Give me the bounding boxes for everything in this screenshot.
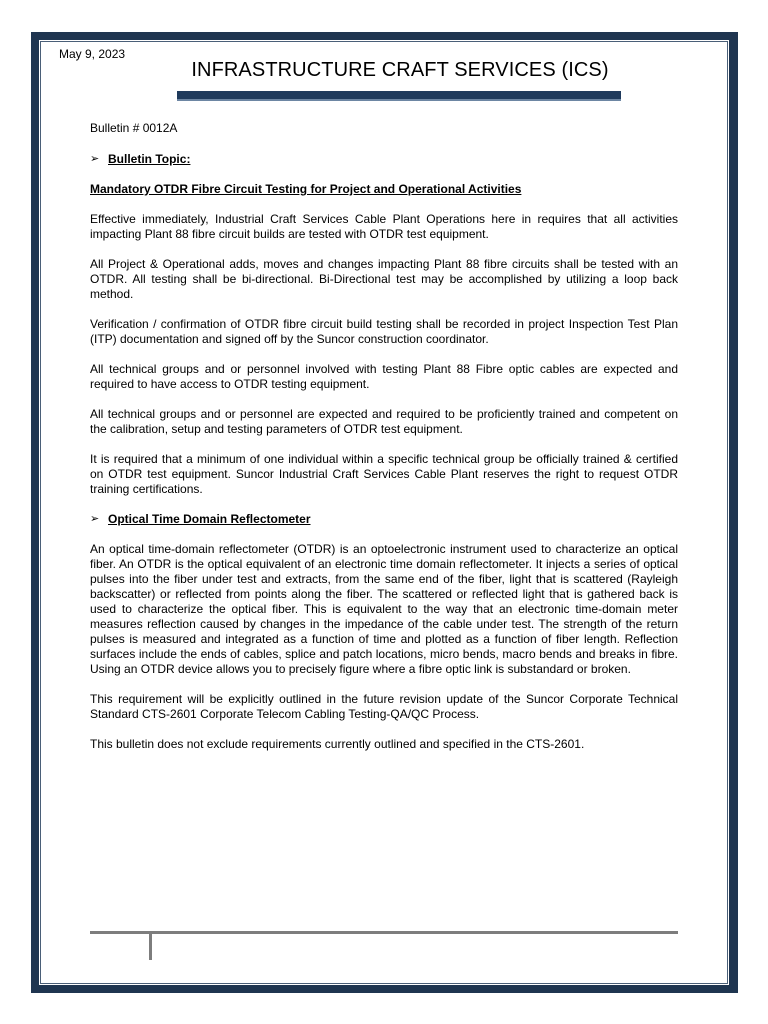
title-underline-bar <box>177 91 621 101</box>
paragraph: Verification / confirmation of OTDR fibre circuit build testing shall be recorded in project Inspection Test Plan (ITP) documentation and signed off by the Suncor construction coordinator. <box>90 317 678 346</box>
paragraph: All Project & Operational adds, moves and changes impacting Plant 88 fibre circuits shall be tested with an OTDR. All testing shall be bi-directional. Bi-Directional test may be accomplished by utilizing a loop back method. <box>90 257 678 301</box>
arrowhead-bullet-icon: ➢ <box>90 513 100 525</box>
bulletin-topic-label: Bulletin Topic: <box>108 152 191 166</box>
footer-tick-mark <box>149 934 152 960</box>
bulletin-topic-title: Mandatory OTDR Fibre Circuit Testing for Project and Operational Activities <box>90 182 522 196</box>
bulletin-number: Bulletin # 0012A <box>90 121 178 135</box>
otdr-heading-label: Optical Time Domain Reflectometer <box>108 512 311 526</box>
paragraph: An optical time-domain reflectometer (OTDR) is an optoelectronic instrument used to characterize an optical fiber. An OTDR is the optical equivalent of an electronic time domain reflectometer. It injects a series of optical pulses into the fiber under test and extracts, from the same end of the fiber, light that is scattered (Rayleigh backscatter) or reflected from points along the fiber. The scattered or reflected light that is gathered back is used to characterize the optical fiber. This is equivalent to the way that an electronic time-domain meter measures reflection caused by changes in the impedance of the cable under test. The strength of the return pulses is measured and integrated as a function of time and plotted as a function of fiber length. Reflection surfaces include the ends of cables, splice and patch locations, micro bends, macro bends and breaks in fibre. Using an OTDR device allows you to precisely figure where a fibre optic link is substandard or broken. <box>90 542 678 676</box>
paragraph: Effective immediately, Industrial Craft Services Cable Plant Operations here in requires that all activities impacting Plant 88 fibre circuit builds are tested with OTDR test equipment. <box>90 212 678 241</box>
footer-rule <box>90 931 678 934</box>
document-body <box>90 121 678 767</box>
otdr-section-heading <box>90 512 678 527</box>
arrowhead-bullet-icon: ➢ <box>90 153 100 165</box>
paragraph: It is required that a minimum of one individual within a specific technical group be officially trained & certified on OTDR test equipment. Suncor Industrial Craft Services Cable Plant reserves the right to request OTDR training certifications. <box>90 452 678 496</box>
document-title: INFRASTRUCTURE CRAFT SERVICES (ICS) <box>191 59 609 81</box>
document-date: May 9, 2023 <box>59 47 126 61</box>
paragraph: This requirement will be explicitly outlined in the future revision update of the Suncor Corporate Technical Standard CTS-2601 Corporate Telecom Cabling Testing-QA/QC Process. <box>90 692 678 721</box>
paragraph: All technical groups and or personnel are expected and required to be proficiently trained and competent on the calibration, setup and testing parameters of OTDR test equipment. <box>90 407 678 436</box>
bulletin-topic-heading <box>90 152 678 167</box>
paragraph: All technical groups and or personnel involved with testing Plant 88 Fibre optic cables are expected and required to have access to OTDR testing equipment. <box>90 362 678 391</box>
paragraph: This bulletin does not exclude requirements currently outlined and specified in the CTS-2601. <box>90 737 585 751</box>
